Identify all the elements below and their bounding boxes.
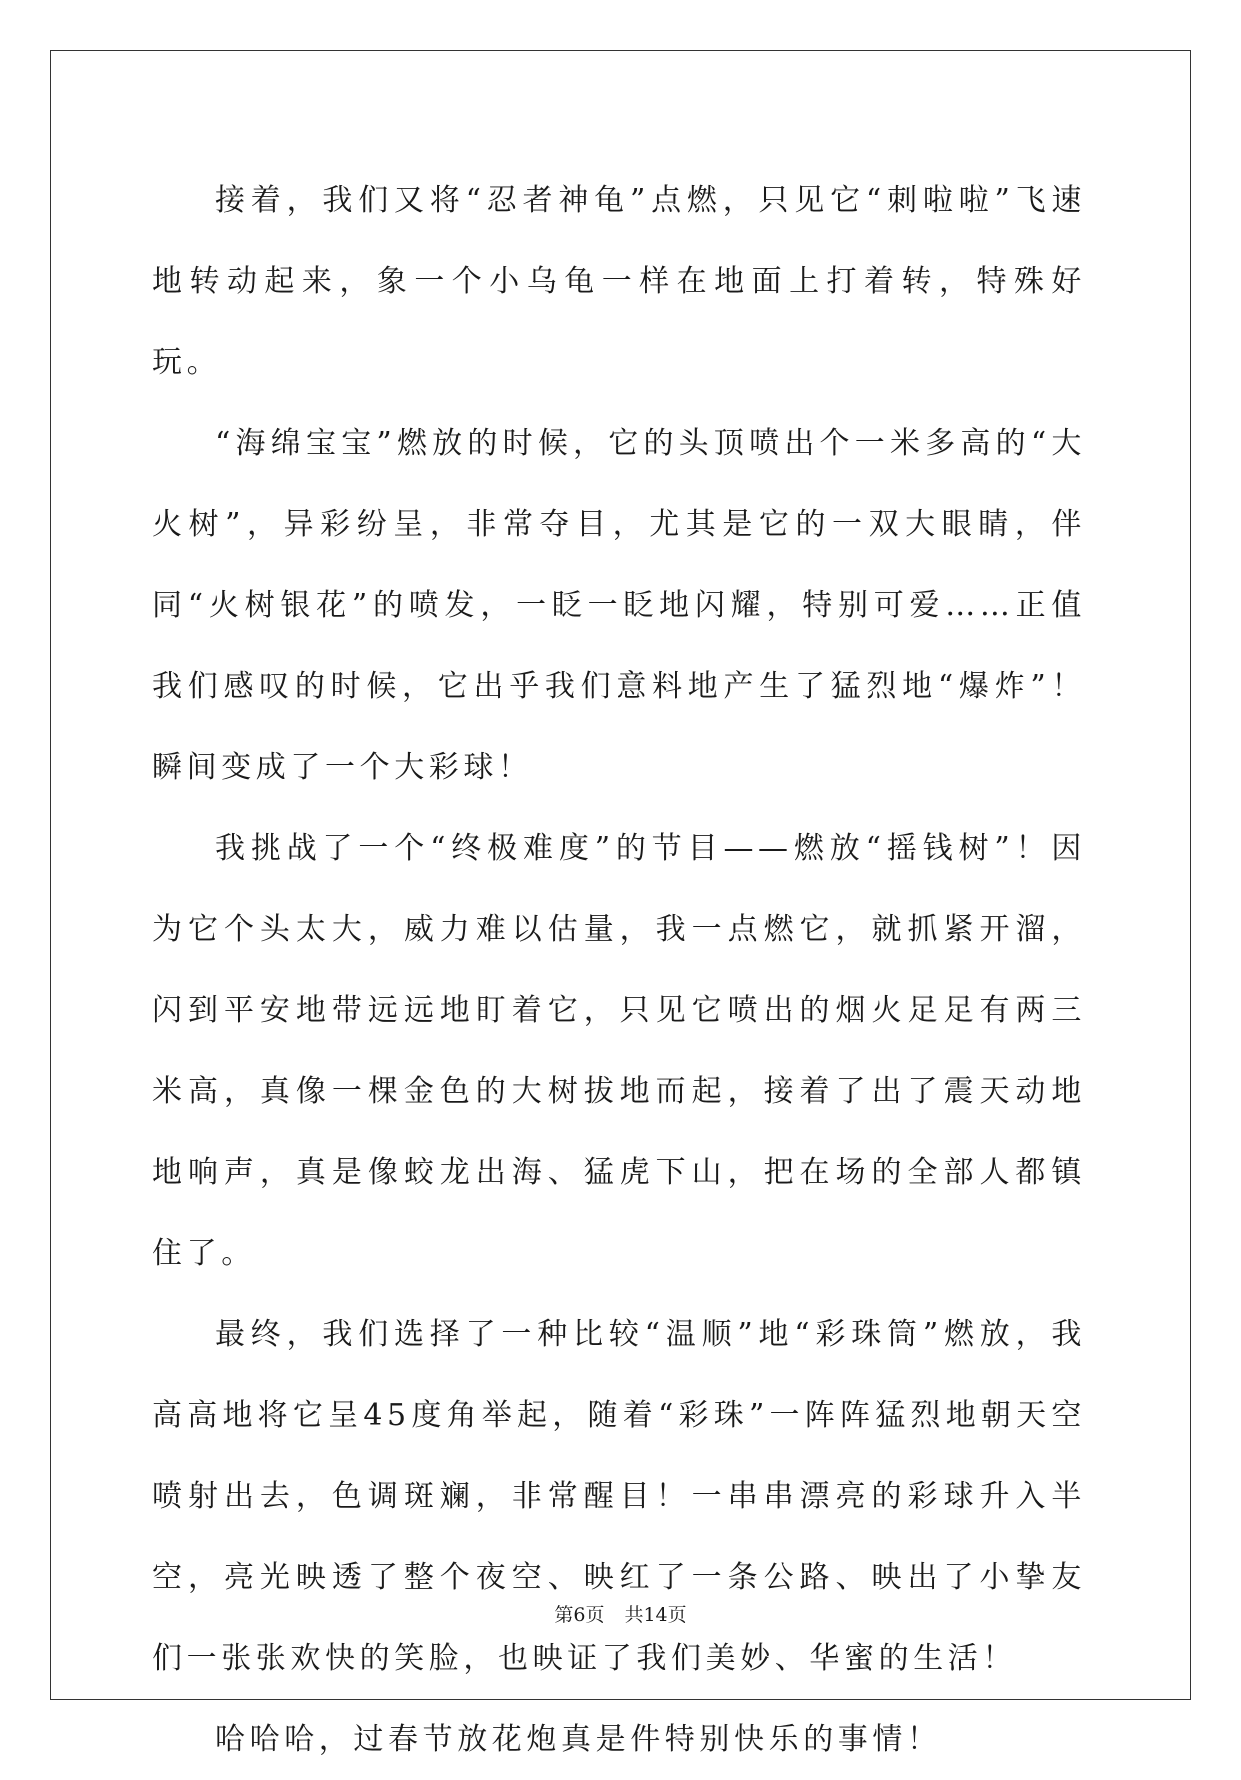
paragraph: 接着，我们又将“忍者神龟”点燃，只见它“刺啦啦”飞速地转动起来，象一个小乌龟一样在地面上打着转，特殊好玩。 [152, 183, 1086, 380]
page-footer [0, 1600, 1241, 1627]
page-total: 共14页 [624, 1604, 687, 1626]
paragraph: 哈哈哈，过春节放花炮真是件特别快乐的事情！ [215, 1722, 942, 1757]
paragraph: 最终，我们选择了一种比较“温顺”地“彩珠筒”燃放，我高高地将它呈45度角举起，随着“彩珠”一阵阵猛烈地朝天空喷射出去，色调斑斓，非常醒目！一串串漂亮的彩球升入半空，亮光映透了整个夜空、映红了一条公路、映出了小挚友们一张张欢快的笑脸，也映证了我们美妙、华蜜的生活！ [152, 1317, 1086, 1676]
paragraph: 我挑战了一个“终极难度”的节目——燃放“摇钱树”！因为它个头太大，威力难以估量，我一点燃它，就抓紧开溜，闪到平安地带远远地盯着它，只见它喷出的烟火足足有两三米高，真像一棵金色的大树拔地而起，接着了出了震天动地地响声，真是像蛟龙出海、猛虎下山，把在场的全部人都镇住了。 [152, 831, 1086, 1271]
page-number: 第6页 [554, 1604, 605, 1626]
document-body [152, 160, 1086, 1780]
paragraph: “海绵宝宝”燃放的时候，它的头顶喷出个一米多高的“大火树”，异彩纷呈，非常夺目，尤其是它的一双大眼睛，伴同“火树银花”的喷发，一眨一眨地闪耀，特别可爱……正值我们感叹的时候，它出乎我们意料地产生了猛烈地“爆炸”！瞬间变成了一个大彩球！ [152, 426, 1086, 785]
